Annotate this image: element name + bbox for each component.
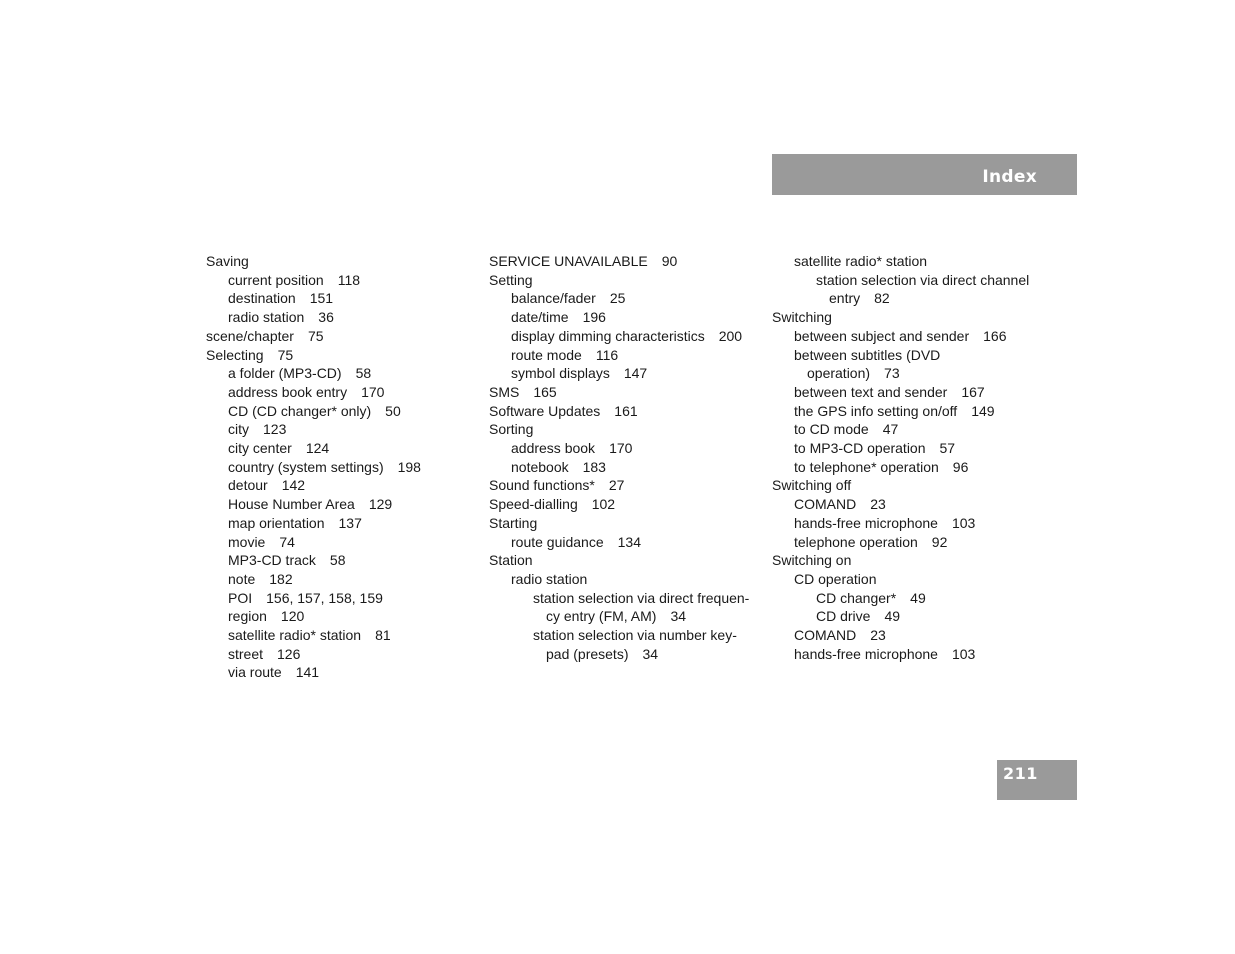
index-entry: [489, 514, 767, 533]
index-page-ref: 74: [279, 533, 295, 550]
index-page-ref: 124: [305, 440, 330, 457]
index-page-ref: 200: [718, 327, 743, 344]
index-term: station selection via direct channel: [816, 271, 1030, 288]
index-term: address book: [511, 440, 596, 457]
index-entry: [772, 551, 1047, 570]
index-term: between subtitles (DVD: [794, 346, 941, 363]
index-entry: [206, 289, 476, 308]
index-term: Setting: [489, 271, 533, 288]
index-term: telephone operation: [794, 533, 918, 550]
index-entry: [772, 289, 1047, 308]
index-entry: [772, 402, 1047, 421]
index-page-ref: 170: [361, 383, 385, 400]
index-term: current position: [228, 271, 324, 288]
index-page-ref: 129: [368, 496, 393, 513]
index-term: House Number Area: [228, 496, 355, 513]
index-term: CD (CD changer* only): [228, 402, 372, 419]
index-entry: [489, 420, 767, 439]
index-page-ref: 151: [309, 290, 334, 307]
index-page-ref: 126: [277, 645, 301, 662]
index-term: country (system settings): [228, 458, 384, 475]
index-term: via route: [228, 664, 282, 681]
index-entry: [206, 420, 476, 439]
index-page-ref: 49: [884, 608, 901, 625]
index-entry: [206, 551, 476, 570]
index-page-ref: 198: [397, 458, 421, 475]
index-entry: [772, 308, 1047, 327]
index-entry: [206, 663, 476, 682]
index-page-ref: 141: [295, 664, 320, 681]
index-entry: [489, 533, 767, 552]
index-entry: [206, 327, 476, 346]
index-page-ref: 57: [939, 440, 956, 457]
index-entry: [489, 645, 767, 664]
index-term: city: [228, 421, 249, 438]
index-entry: [772, 514, 1047, 533]
index-term: POI: [228, 589, 253, 606]
index-term: scene/chapter: [206, 327, 294, 344]
index-term: between text and sender: [794, 383, 948, 400]
index-term: station selection via direct frequen-: [533, 589, 750, 606]
index-entry: [772, 476, 1047, 495]
index-page-ref: 134: [617, 533, 641, 550]
index-term: COMAND: [794, 496, 857, 513]
index-entry: [772, 533, 1047, 552]
index-page-ref: 196: [582, 309, 606, 326]
index-page-ref: 92: [931, 533, 948, 550]
index-term: station selection via number key-: [533, 627, 737, 644]
index-page-ref: 27: [608, 477, 625, 494]
index-term: to MP3-CD operation: [794, 440, 926, 457]
index-page-ref: 96: [952, 458, 969, 475]
index-term: MP3-CD track: [228, 552, 316, 569]
index-entry: [206, 476, 476, 495]
index-page-ref: 23: [870, 627, 886, 644]
index-entry: [489, 607, 767, 626]
index-page-ref: 165: [533, 383, 557, 400]
index-term: SERVICE UNAVAILABLE: [489, 253, 648, 269]
index-term: Sorting: [489, 421, 534, 438]
index-column-3: [772, 252, 1047, 663]
index-term: notebook: [511, 458, 569, 475]
index-term: Switching on: [772, 552, 852, 569]
index-entry: [206, 495, 476, 514]
index-term: address book entry: [228, 383, 348, 400]
index-entry: [206, 514, 476, 533]
index-page-ref: 34: [642, 645, 659, 662]
index-entry: [772, 589, 1047, 608]
index-entry: [489, 439, 767, 458]
index-entry: [772, 439, 1047, 458]
index-page-ref: 147: [623, 365, 648, 382]
index-page-ref: 90: [661, 253, 678, 269]
index-page-ref: 120: [280, 608, 305, 625]
index-term: a folder (MP3-CD): [228, 365, 342, 382]
index-column-1: [206, 252, 476, 682]
index-term: date/time: [511, 309, 569, 326]
index-term: route guidance: [511, 533, 604, 550]
index-page-ref: 149: [971, 402, 995, 419]
index-page-ref: 183: [582, 458, 606, 475]
index-entry: [489, 252, 767, 271]
index-entry: [206, 439, 476, 458]
index-term: Switching off: [772, 477, 852, 494]
index-page-ref: 116: [595, 346, 619, 363]
index-page-ref: 34: [670, 608, 687, 625]
index-term: street: [228, 645, 264, 662]
index-page-ref: 25: [609, 290, 626, 307]
index-page-ref: 166: [983, 327, 1007, 344]
index-entry: [772, 495, 1047, 514]
index-entry: [206, 533, 476, 552]
index-entry: [772, 252, 1047, 271]
index-page-ref: 103: [951, 645, 976, 662]
index-page-ref: 142: [281, 477, 306, 494]
index-term: symbol displays: [511, 365, 610, 382]
index-entry: [772, 271, 1047, 290]
index-entry: [489, 289, 767, 308]
index-entry: [206, 626, 476, 645]
index-term: Software Updates: [489, 402, 601, 419]
index-entry: [206, 252, 476, 271]
index-entry: [489, 346, 767, 365]
index-term: SMS: [489, 383, 520, 400]
index-page-ref: 75: [277, 346, 294, 363]
index-term: destination: [228, 290, 296, 307]
index-entry: [489, 308, 767, 327]
index-term: balance/fader: [511, 290, 596, 307]
index-entry: [772, 346, 1047, 365]
index-term: cy entry (FM, AM): [546, 608, 657, 625]
index-term: COMAND: [794, 627, 857, 644]
index-entry: [206, 402, 476, 421]
index-page-ref: 47: [882, 421, 899, 438]
index-entry: [489, 383, 767, 402]
index-entry: [772, 645, 1047, 664]
index-term: city center: [228, 440, 292, 457]
index-page-ref: 170: [609, 440, 633, 457]
index-page-ref: 81: [375, 627, 391, 644]
index-term: entry: [829, 290, 861, 307]
index-term: operation): [807, 365, 871, 382]
page-title: Index: [982, 167, 1037, 187]
index-entry: [489, 570, 767, 589]
index-page-ref: 156, 157, 158, 159: [266, 589, 383, 606]
index-entry: [489, 458, 767, 477]
index-entry: [772, 458, 1047, 477]
index-term: Starting: [489, 514, 538, 531]
index-term: Sound functions*: [489, 477, 595, 494]
index-entry: [772, 626, 1047, 645]
index-entry: [489, 327, 767, 346]
index-entry: [772, 420, 1047, 439]
header-bar: [772, 154, 1077, 195]
index-term: between subject and sender: [794, 327, 970, 344]
index-term: CD drive: [816, 608, 871, 625]
index-page-ref: 161: [614, 402, 638, 419]
index-term: CD operation: [794, 570, 877, 587]
index-page-ref: 82: [874, 290, 890, 307]
index-page-ref: 73: [884, 365, 900, 382]
index-entry: [772, 570, 1047, 589]
index-page-ref: 118: [337, 271, 361, 288]
index-term: radio station: [511, 570, 588, 587]
index-term: Saving: [206, 253, 249, 269]
index-entry: [206, 271, 476, 290]
index-term: the GPS info setting on/off: [794, 402, 958, 419]
index-entry: [206, 346, 476, 365]
index-term: radio station: [228, 309, 305, 326]
index-page-ref: 102: [591, 496, 616, 513]
index-term: display dimming characteristics: [511, 327, 705, 344]
index-term: to telephone* operation: [794, 458, 939, 475]
index-entry: [206, 383, 476, 402]
index-entry: [489, 551, 767, 570]
index-entry: [489, 364, 767, 383]
index-entry: [206, 607, 476, 626]
index-term: Speed-dialling: [489, 496, 578, 513]
index-entry: [206, 570, 476, 589]
index-page-ref: 137: [338, 514, 362, 531]
index-term: Selecting: [206, 346, 264, 363]
index-entry: [206, 589, 476, 608]
index-page-ref: 50: [385, 402, 401, 419]
index-term: satellite radio* station: [794, 253, 928, 269]
index-term: note: [228, 570, 256, 587]
index-page-ref: 23: [870, 496, 886, 513]
index-entry: [206, 364, 476, 383]
index-term: hands-free microphone: [794, 514, 938, 531]
index-column-2: [489, 252, 767, 663]
index-term: region: [228, 608, 267, 625]
index-entry: [489, 626, 767, 645]
index-entry: [772, 607, 1047, 626]
index-page-ref: 58: [355, 365, 372, 382]
index-entry: [489, 271, 767, 290]
index-page-ref: 75: [307, 327, 324, 344]
index-entry: [489, 402, 767, 421]
index-entry: [489, 495, 767, 514]
index-page-ref: 167: [961, 383, 985, 400]
index-term: to CD mode: [794, 421, 869, 438]
index-term: Switching: [772, 309, 832, 326]
index-entry: [772, 327, 1047, 346]
index-entry: [489, 589, 767, 608]
index-term: map orientation: [228, 514, 325, 531]
index-page-ref: 182: [269, 570, 293, 587]
page-number: 211: [1003, 764, 1038, 783]
index-page-ref: 36: [318, 309, 334, 326]
index-term: movie: [228, 533, 266, 550]
index-term: route mode: [511, 346, 582, 363]
index-page-ref: 123: [263, 421, 287, 438]
index-term: CD changer*: [816, 589, 897, 606]
index-term: satellite radio* station: [228, 627, 362, 644]
index-term: Station: [489, 552, 533, 569]
index-entry: [772, 364, 1047, 383]
index-entry: [772, 383, 1047, 402]
index-term: hands-free microphone: [794, 645, 938, 662]
index-entry: [206, 308, 476, 327]
index-page-ref: 58: [329, 552, 346, 569]
index-entry: [206, 458, 476, 477]
index-term: pad (presets): [546, 645, 629, 662]
index-page-ref: 103: [951, 514, 976, 531]
index-entry: [206, 645, 476, 664]
index-page-ref: 49: [910, 589, 926, 606]
index-term: detour: [228, 477, 268, 494]
index-entry: [489, 476, 767, 495]
page-number-box: [997, 760, 1077, 800]
